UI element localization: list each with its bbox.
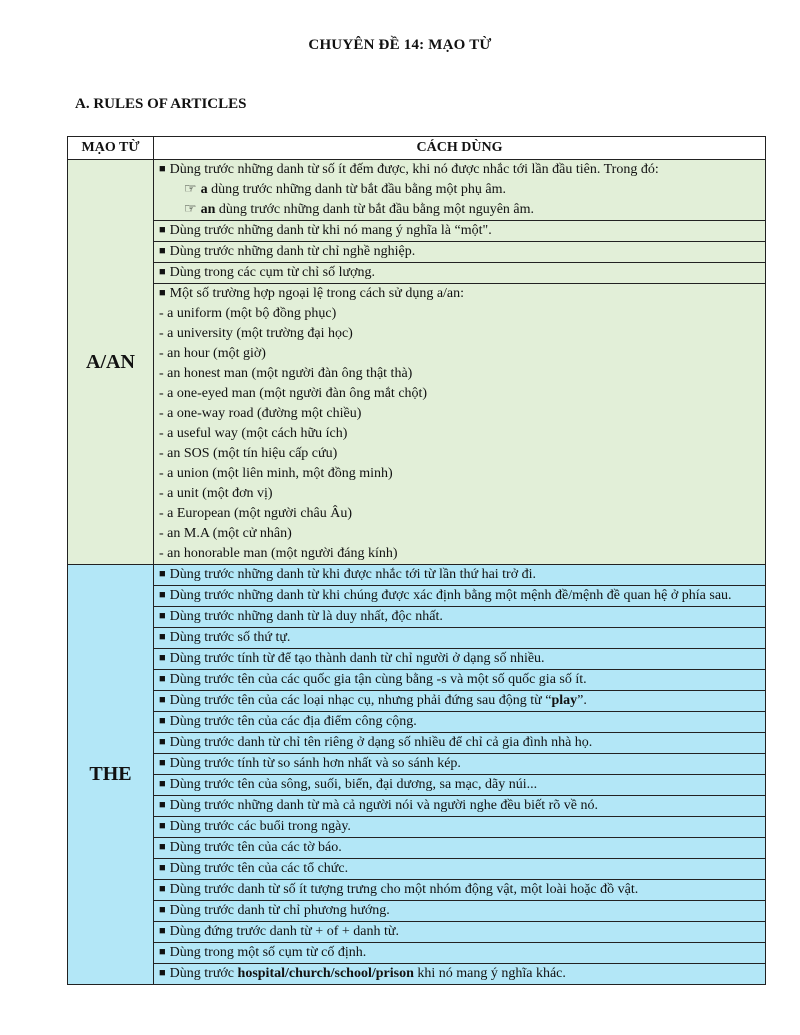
rule-text-end: ”. bbox=[577, 693, 587, 708]
usage-cell bbox=[154, 160, 766, 221]
rule-line bbox=[154, 242, 765, 262]
column-header-usage: CÁCH DÙNG bbox=[154, 137, 766, 160]
pointing-hand-icon: ☞ bbox=[184, 202, 197, 217]
usage-cell bbox=[154, 943, 766, 964]
rule-text: Dùng trước những danh từ mà cả người nói và người nghe đều biết rõ về nó. bbox=[169, 798, 598, 813]
rule-line bbox=[154, 221, 765, 241]
table-row bbox=[68, 880, 766, 901]
bullet-icon: ■ bbox=[159, 925, 166, 937]
rule-line bbox=[154, 922, 765, 942]
usage-cell bbox=[154, 964, 766, 985]
table-row bbox=[68, 838, 766, 859]
rule-text: Dùng trước danh từ chỉ phương hướng. bbox=[169, 903, 390, 918]
rule-text: Dùng trong một số cụm từ cố định. bbox=[169, 945, 367, 960]
article-label: A/AN bbox=[68, 160, 154, 565]
rule-text: Dùng trước tên của sông, suối, biển, đại dương, sa mạc, dãy núi... bbox=[169, 777, 538, 792]
example-line: - a university (một trường đại học) bbox=[159, 326, 353, 341]
rule-keyword: hospital/church/school/prison bbox=[237, 966, 414, 981]
rule-text: Dùng trước tên của các tổ chức. bbox=[169, 861, 349, 876]
sub-rule bbox=[154, 180, 765, 200]
rule-line bbox=[154, 607, 765, 627]
rule-line bbox=[154, 964, 765, 984]
rule-line bbox=[154, 670, 765, 690]
rule-text: Dùng trước danh từ chỉ tên riêng ở dạng số nhiều để chỉ cả gia đình nhà họ. bbox=[169, 735, 593, 750]
table-row bbox=[68, 691, 766, 712]
bullet-icon: ■ bbox=[159, 652, 166, 664]
usage-cell bbox=[154, 691, 766, 712]
rule-text: Dùng trước những danh từ khi chúng được xác định bằng một mệnh đề/mệnh đề quan hệ ở phía sau. bbox=[169, 588, 732, 603]
table-row bbox=[68, 817, 766, 838]
rule-text: Dùng trước những danh từ khi được nhắc tới từ lần thứ hai trở đi. bbox=[169, 567, 537, 582]
example-line: - a European (một người châu Âu) bbox=[159, 506, 353, 521]
bullet-icon: ■ bbox=[159, 841, 166, 853]
table-row bbox=[68, 284, 766, 565]
rule-text: Dùng đứng trước danh từ + of + danh từ. bbox=[169, 924, 399, 939]
example-line: - an hour (một giờ) bbox=[159, 346, 266, 361]
example-line: - a one-eyed man (một người đàn ông mắt chột) bbox=[159, 386, 428, 401]
articles-table bbox=[67, 136, 766, 985]
bullet-icon: ■ bbox=[159, 715, 166, 727]
bullet-icon: ■ bbox=[159, 883, 166, 895]
rule-text: Một số trường hợp ngoại lệ trong cách sử dụng a/an: bbox=[169, 286, 465, 301]
page-title: CHUYÊN ĐỀ 14: MẠO TỪ bbox=[308, 37, 492, 53]
table-row bbox=[68, 754, 766, 775]
example-line: - an honest man (một người đàn ông thật thà) bbox=[159, 366, 413, 381]
table-row bbox=[68, 565, 766, 586]
table-row bbox=[68, 263, 766, 284]
table-row bbox=[68, 586, 766, 607]
rule-line bbox=[154, 586, 765, 606]
bullet-icon: ■ bbox=[159, 568, 166, 580]
rule-text: Dùng trong các cụm từ chỉ số lượng. bbox=[169, 265, 375, 280]
rule-keyword: play bbox=[551, 693, 578, 708]
bullet-icon: ■ bbox=[159, 946, 166, 958]
pointing-hand-icon: ☞ bbox=[184, 182, 197, 197]
bullet-icon: ■ bbox=[159, 287, 166, 299]
bullet-icon: ■ bbox=[159, 904, 166, 916]
table-row bbox=[68, 922, 766, 943]
rule-line bbox=[154, 628, 765, 648]
sub-rule-text: dùng trước những danh từ bắt đầu bằng một phụ âm. bbox=[207, 182, 507, 197]
rule-line bbox=[154, 838, 765, 858]
bullet-icon: ■ bbox=[159, 245, 166, 257]
usage-cell bbox=[154, 712, 766, 733]
sub-rule-keyword: a bbox=[200, 182, 208, 197]
sub-rule-text: dùng trước những danh từ bắt đầu bằng một nguyên âm. bbox=[215, 202, 535, 217]
rule-line bbox=[154, 754, 765, 774]
usage-cell bbox=[154, 796, 766, 817]
rule-line bbox=[154, 160, 765, 180]
bullet-icon: ■ bbox=[159, 694, 166, 706]
usage-cell bbox=[154, 838, 766, 859]
table-row bbox=[68, 607, 766, 628]
rule-text: Dùng trước những danh từ khi nó mang ý nghĩa là “một". bbox=[169, 223, 492, 238]
rule-line bbox=[154, 817, 765, 837]
table-row bbox=[68, 796, 766, 817]
usage-cell bbox=[154, 775, 766, 796]
bullet-icon: ■ bbox=[159, 610, 166, 622]
usage-cell bbox=[154, 733, 766, 754]
example-line: - a one-way road (đường một chiều) bbox=[159, 406, 362, 421]
table-row bbox=[68, 712, 766, 733]
rule-text: Dùng trước những danh từ chỉ nghề nghiệp. bbox=[169, 244, 416, 259]
example-line: - a unit (một đơn vị) bbox=[159, 486, 273, 501]
usage-cell bbox=[154, 242, 766, 263]
rule-text: Dùng trước tên của các loại nhạc cụ, nhưng phải đứng sau động từ “ bbox=[169, 693, 552, 708]
bullet-icon: ■ bbox=[159, 589, 166, 601]
bullet-icon: ■ bbox=[159, 967, 166, 979]
usage-cell bbox=[154, 565, 766, 586]
bullet-icon: ■ bbox=[159, 266, 166, 278]
usage-cell bbox=[154, 754, 766, 775]
table-row bbox=[68, 221, 766, 242]
table-row bbox=[68, 649, 766, 670]
table-row bbox=[68, 628, 766, 649]
rule-text: Dùng trước những danh từ số ít đếm được, khi nó được nhắc tới lần đầu tiên. Trong đó: bbox=[169, 162, 659, 177]
example-line: - an honorable man (một người đáng kính) bbox=[159, 546, 398, 561]
usage-cell bbox=[154, 649, 766, 670]
bullet-icon: ■ bbox=[159, 862, 166, 874]
example-line: - an SOS (một tín hiệu cấp cứu) bbox=[159, 446, 338, 461]
rule-text: Dùng trước các buổi trong ngày. bbox=[169, 819, 351, 834]
usage-cell bbox=[154, 670, 766, 691]
table-row bbox=[68, 901, 766, 922]
table-row bbox=[68, 670, 766, 691]
rule-line bbox=[154, 691, 765, 711]
rule-text: Dùng trước những danh từ là duy nhất, độc nhất. bbox=[169, 609, 443, 624]
rule-text: Dùng trước bbox=[169, 966, 238, 981]
example-line: - a uniform (một bộ đồng phục) bbox=[159, 306, 337, 321]
example-line: - a useful way (một cách hữu ích) bbox=[159, 426, 348, 441]
bullet-icon: ■ bbox=[159, 631, 166, 643]
table-row bbox=[68, 964, 766, 985]
section-heading: A. RULES OF ARTICLES bbox=[75, 96, 247, 112]
rule-line bbox=[154, 943, 765, 963]
usage-cell bbox=[154, 880, 766, 901]
rule-line bbox=[154, 901, 765, 921]
rule-text: Dùng trước danh từ số ít tượng trưng cho một nhóm động vật, một loài hoặc đồ vật. bbox=[169, 882, 639, 897]
bullet-icon: ■ bbox=[159, 799, 166, 811]
example-line: - a union (một liên minh, một đồng minh) bbox=[159, 466, 393, 481]
usage-cell bbox=[154, 607, 766, 628]
bullet-icon: ■ bbox=[159, 757, 166, 769]
table-row bbox=[68, 859, 766, 880]
rule-line bbox=[154, 712, 765, 732]
bullet-icon: ■ bbox=[159, 820, 166, 832]
table-row bbox=[68, 775, 766, 796]
rule-text: Dùng trước tên của các địa điểm công cộng. bbox=[169, 714, 417, 729]
sub-rule bbox=[154, 200, 765, 220]
usage-cell bbox=[154, 859, 766, 880]
table-row bbox=[68, 160, 766, 221]
rule-line bbox=[154, 775, 765, 795]
bullet-icon: ■ bbox=[159, 163, 166, 175]
bullet-icon: ■ bbox=[159, 736, 166, 748]
rule-text: Dùng trước tính từ để tạo thành danh từ chỉ người ở dạng số nhiều. bbox=[169, 651, 545, 666]
bullet-icon: ■ bbox=[159, 224, 166, 236]
usage-cell bbox=[154, 221, 766, 242]
bullet-icon: ■ bbox=[159, 778, 166, 790]
usage-cell bbox=[154, 284, 766, 565]
article-label: THE bbox=[68, 565, 154, 985]
rule-line bbox=[154, 565, 765, 585]
usage-cell bbox=[154, 586, 766, 607]
table-row bbox=[68, 242, 766, 263]
table-row bbox=[68, 943, 766, 964]
column-header-article: MẠO TỪ bbox=[68, 137, 154, 160]
rule-line bbox=[154, 880, 765, 900]
rule-line bbox=[154, 859, 765, 879]
usage-cell bbox=[154, 901, 766, 922]
bullet-icon: ■ bbox=[159, 673, 166, 685]
usage-cell bbox=[154, 922, 766, 943]
usage-cell bbox=[154, 628, 766, 649]
rule-text: Dùng trước tên của các tờ báo. bbox=[169, 840, 342, 855]
rule-line bbox=[154, 649, 765, 669]
rule-text: Dùng trước tên của các quốc gia tận cùng bằng -s và một số quốc gia số ít. bbox=[169, 672, 587, 687]
rule-text: Dùng trước số thứ tự. bbox=[169, 630, 291, 645]
sub-rule-keyword: an bbox=[200, 202, 216, 217]
usage-cell bbox=[154, 263, 766, 284]
rule-line bbox=[154, 796, 765, 816]
table-header-row bbox=[68, 137, 766, 160]
rule-line bbox=[154, 733, 765, 753]
table-row bbox=[68, 733, 766, 754]
rule-line bbox=[154, 263, 765, 283]
rule-text-end: khi nó mang ý nghĩa khác. bbox=[413, 966, 566, 981]
example-line: - an M.A (một cử nhân) bbox=[159, 526, 292, 541]
rule-line bbox=[154, 284, 765, 304]
usage-cell bbox=[154, 817, 766, 838]
rule-text: Dùng trước tính từ so sánh hơn nhất và so sánh kép. bbox=[169, 756, 461, 771]
